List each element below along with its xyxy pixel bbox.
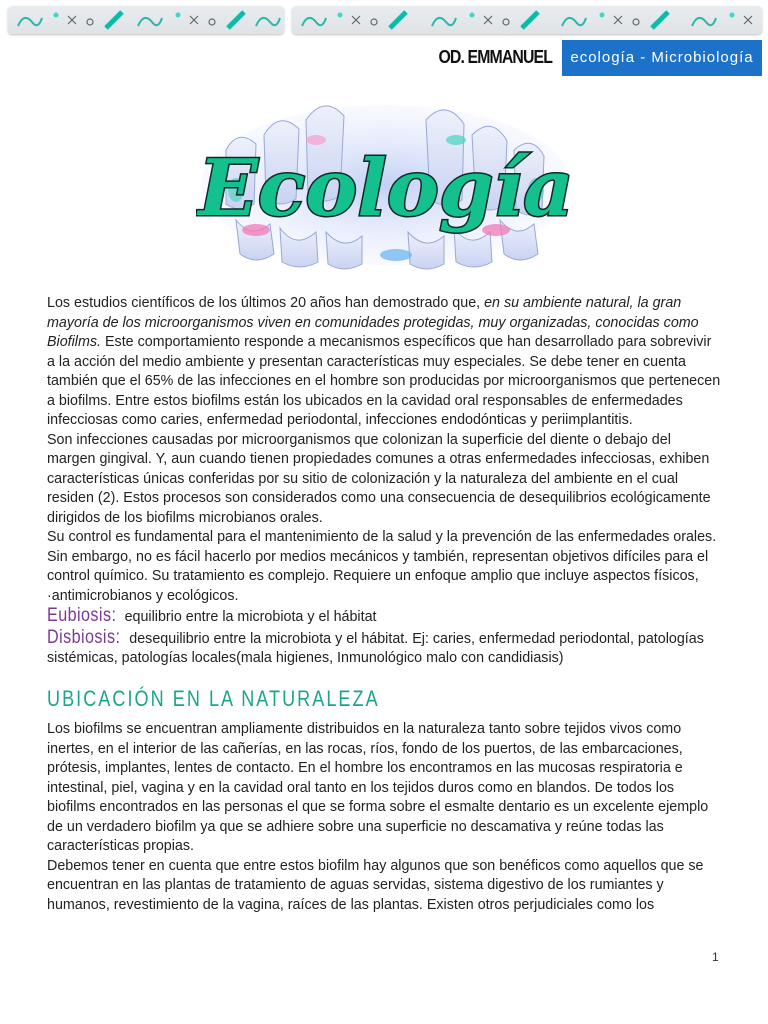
hero-title: Ecología (198, 143, 574, 234)
decorative-banner-left (8, 6, 284, 34)
document-body (47, 294, 722, 915)
decorative-banner-right (292, 6, 762, 34)
eubiosis-label: Eubiosis: (47, 605, 117, 626)
intro-text: Los estudios científicos de los últimos 20 años han demostrado que, (47, 295, 485, 311)
teeth-watercolor-icon (196, 80, 576, 280)
eubiosis-definition (47, 606, 722, 628)
banner-pattern-icon (8, 6, 284, 34)
subject-label: ecología - Microbiología (562, 40, 762, 76)
hero-illustration (196, 80, 576, 280)
section-paragraph-2: Debemos tener en cuenta que entre estos biofilm hay algunos que son benéficos como aquellos que se encuentran en las plantas de tratamiento de aguas servidas, sistema digestivo de los rumiantes y humanos, revestimiento de la vagina, raíces de las plantas. Existen otros perjudiciales como los (47, 857, 704, 913)
disbiosis-text: desequilibrio entre la microbiota y el hábitat. Ej: caries, enfermedad periodontal, patologías sistémicas, patologías locales(mala higienes, Inmunológico malo con candidiasis) (47, 630, 704, 666)
page-number: 1 (712, 950, 719, 964)
intro-text-continued: Este comportamiento responde a mecanismos específicos que han desarrollado para sobrevivir a la acción del medio ambiente y presentan características muy especiales. Se debe tener en cuenta también que el 65% de las infecciones en el hombre son producidas por microorganismos que pertenecen a biofilms. Entre estos biofilms están los ubicados en la cavidad oral responsables de enfermedades infecciosas como caries, enfermedad periodontal, infecciones endodónticas y periimplantitis. (47, 334, 721, 428)
author-name: OD. EMMANUEL (438, 47, 552, 67)
eubiosis-text: equilibrio entre la microbiota y el hábitat (120, 609, 377, 625)
intro-italic-text: en su ambiente natural, la gran mayoría de los microorganismos viven en comunidades protegidas, muy organizadas, conocidas como Biofilms. (47, 295, 699, 350)
intro-paragraph-1 (47, 294, 722, 431)
section-heading: UBICACIÓN EN LA NATURALEZA (47, 685, 380, 711)
disbiosis-label: Disbiosis: (47, 626, 121, 648)
banner-pattern-icon (292, 6, 762, 34)
section-paragraph-1: Los biofilms se encuentran ampliamente distribuidos en la naturaleza tanto sobre tejidos vivos como inertes, en el interior de las cañerías, en las rocas, ríos, fondo de los puertos, de las embarcaciones, prótesis, implantes, lentes de contacto. En el hombre los encontramos en las mucosas respiratoria e intestinal, piel, vagina y en la cavidad oral tanto en los tejidos duros como en blandos. De todos los biofilms encontrados en las personas el que se forma sobre el esmalte dentario es un excelente ejemplo de un verdadero biofilm ya que se adhiere sobre una superficie no descamativa y reúne todas las características propias. (47, 721, 709, 854)
intro-paragraph-3: Su control es fundamental para el mantenimiento de la salud y la prevención de las enfermedades orales. Sin embargo, no es fácil hacerlo por medios mecánicos y también, representan objetivos difíciles para el control químico. Su tratamiento es complejo. Requiere un enfoque amplio que incluye aspectos físicos, ·antimicrobianos y ecológicos. (47, 529, 717, 604)
intro-paragraph-2: Son infecciones causadas por microorganismos que colonizan la superficie del diente o debajo del margen gingival. Y, aun cuando tienen propiedades comunes a otras enfermedades infecciosas, exhiben características únicas conferidas por su sitio de colonización y la naturaleza del ambiente en el cual residen (2). Estos procesos son considerados como una consecuencia de desequilibrios ecológicamente dirigidos de los biofilms microbianos orales. (47, 431, 711, 526)
disbiosis-definition (47, 628, 722, 669)
